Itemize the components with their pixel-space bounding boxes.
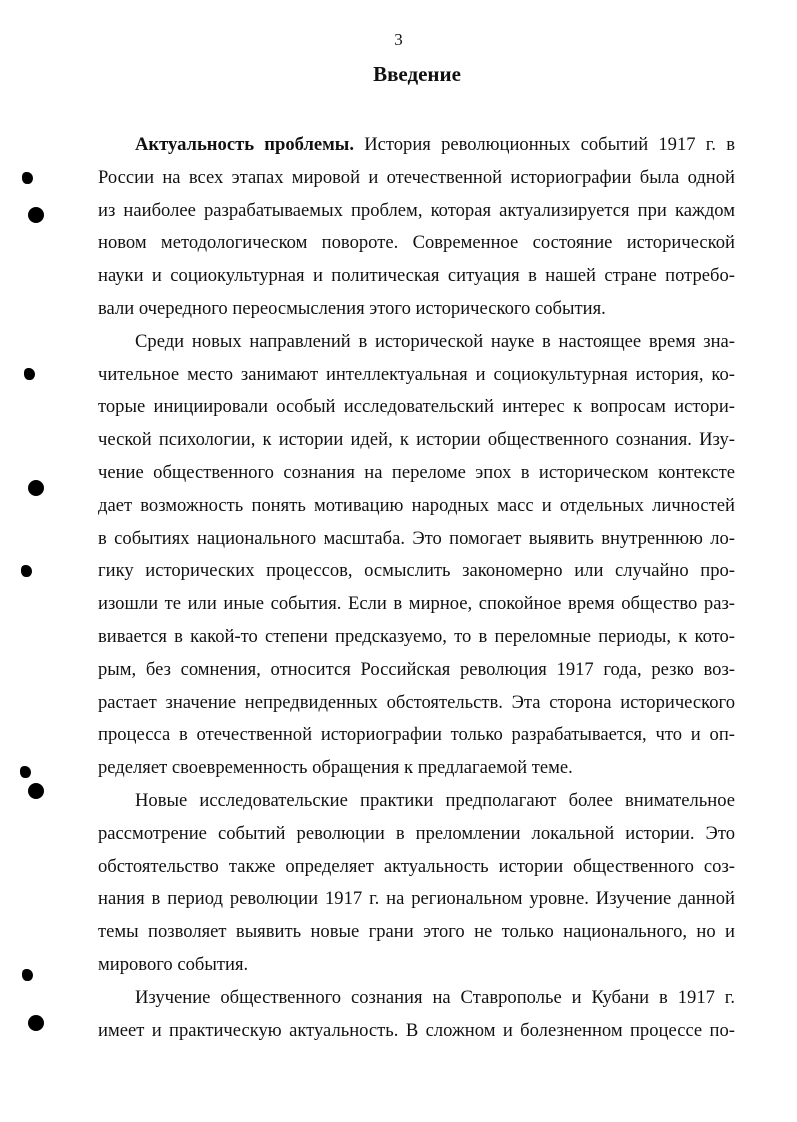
text-line: темы позволяет выявить новые грани этого не только национального, но и bbox=[98, 921, 735, 943]
page-title: Введение bbox=[373, 62, 461, 86]
text-line: из наиболее разрабатываемых проблем, которая актуализируется при каждом bbox=[98, 199, 735, 221]
text-line: нания в период революции 1917 г. на региональном уровне. Изучение данной bbox=[98, 888, 735, 910]
text-line: ределяет своевременность обращения к предлагаемой теме. bbox=[98, 757, 573, 779]
text-line: ческой психологии, к истории идей, к истории общественного сознания. Изу- bbox=[98, 429, 735, 451]
text-line: Новые исследовательские практики предполагают более внимательное bbox=[135, 789, 735, 811]
paragraph-relevance bbox=[98, 129, 735, 326]
paragraph-directions bbox=[98, 326, 735, 785]
text-line: вивается в какой-то степени предсказуемо, то в переломные периоды, к кото- bbox=[98, 625, 735, 647]
text-line: процесса в отечественной историографии только разрабатывается, что и оп- bbox=[98, 724, 735, 746]
text-line: обстоятельство также определяет актуальность истории общественного соз- bbox=[98, 855, 735, 877]
scan-speck-mark bbox=[24, 368, 35, 380]
paragraph-practices bbox=[98, 785, 735, 982]
text-line: вали очередного переосмысления этого исторического события. bbox=[98, 297, 606, 319]
scan-speck-mark bbox=[22, 172, 33, 184]
text-line: чительное место занимают интеллектуальная и социокультурная история, ко- bbox=[98, 363, 735, 385]
text-line: чение общественного сознания на переломе эпох в историческом контексте bbox=[98, 461, 735, 483]
scan-speck-mark bbox=[22, 969, 33, 981]
page-number: 3 bbox=[394, 30, 403, 49]
text-line: дает возможность понять мотивацию народных масс и отдельных личностей bbox=[98, 494, 735, 516]
text-line: науки и социокультурная и политическая ситуация в нашей стране потребо- bbox=[98, 265, 735, 287]
text-line: изошли те или иные события. Если в мирное, спокойное время общество раз- bbox=[98, 593, 735, 615]
binding-hole-mark bbox=[28, 480, 44, 496]
scan-speck-mark bbox=[21, 565, 32, 577]
binding-hole-mark bbox=[28, 207, 44, 223]
text-line: мирового события. bbox=[98, 953, 249, 975]
text-line: Среди новых направлений в исторической науке в настоящее время зна- bbox=[135, 330, 735, 352]
text-line: гику исторических процессов, осмыслить закономерно или случайно про- bbox=[98, 560, 735, 582]
text-line: рассмотрение событий революции в преломлении локальной истории. Это bbox=[98, 822, 735, 844]
binding-hole-mark bbox=[28, 1015, 44, 1031]
text-line: новом методологическом повороте. Современное состояние исторической bbox=[98, 232, 735, 254]
text-line: рым, без сомнения, относится Российская революция 1917 года, резко воз- bbox=[98, 658, 735, 680]
body-text bbox=[98, 129, 735, 1047]
scan-speck-mark bbox=[20, 766, 31, 778]
section-lead: Актуальность проблемы. bbox=[135, 134, 354, 155]
text-line: имеет и практическую актуальность. В сложном и болезненном процессе по- bbox=[98, 1019, 735, 1041]
text-line: Актуальность проблемы. История революционных событий 1917 г. в bbox=[135, 134, 735, 155]
text-line: торые инициировали особый исследовательский интерес к вопросам истори- bbox=[98, 396, 735, 418]
text-line: растает значение непредвиденных обстоятельств. Эта сторона исторического bbox=[98, 691, 735, 713]
text-line: Изучение общественного сознания на Ставрополье и Кубани в 1917 г. bbox=[135, 986, 735, 1008]
binding-hole-mark bbox=[28, 783, 44, 799]
text-line: России на всех этапах мировой и отечественной историографии была одной bbox=[98, 166, 735, 188]
paragraph-practical bbox=[98, 982, 735, 1048]
text-line: в событиях национального масштаба. Это помогает выявить внутреннюю ло- bbox=[98, 527, 735, 549]
